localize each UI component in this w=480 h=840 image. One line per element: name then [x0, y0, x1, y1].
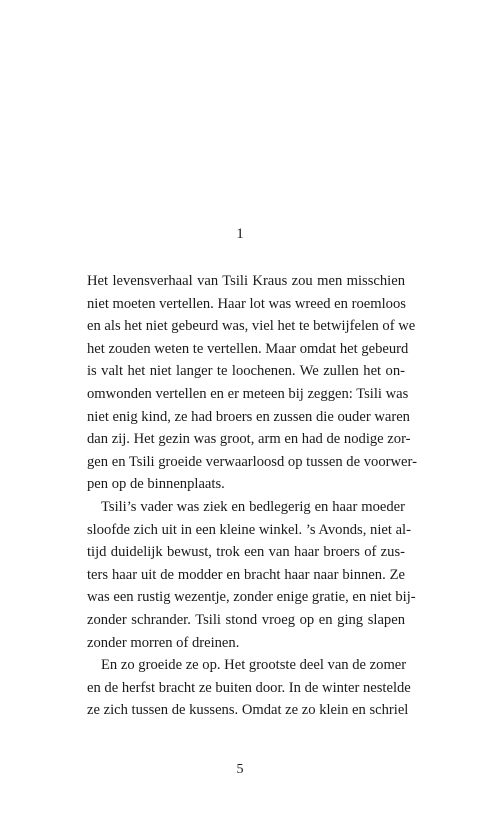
text-line: En zo groeide ze op. Het grootste deel van de zomer [101, 657, 407, 674]
text-line: dan zij. Het gezin was groot, arm en had de nodige zor- [87, 431, 411, 448]
chapter-number: 1 [236, 226, 244, 242]
text-line: Het levensverhaal van Tsili Kraus zou men misschien [87, 273, 405, 289]
text-line: sloofde zich uit in een kleine winkel. ’s Avonds, niet al- [87, 521, 411, 538]
body-text [87, 270, 417, 722]
text-line: zonder morren of dreinen. [87, 634, 240, 651]
text-line: omwonden vertellen en er meteen bij zeggen: Tsili was [87, 385, 409, 402]
page-number: 5 [236, 762, 244, 777]
text-line: en als het niet gebeurd was, viel het te betwijfelen of we [87, 318, 416, 335]
text-line: gen en Tsili groeide verwaarloosd op tussen de voorwer- [87, 453, 417, 470]
text-line: was een rustig wezentje, zonder enige gratie, en niet bij- [87, 589, 416, 606]
paragraph-3 [87, 654, 411, 722]
text-line: niet moeten vertellen. Haar lot was wreed en roemloos [87, 295, 406, 312]
text-line: en de herfst bracht ze buiten door. In de winter nestelde [87, 679, 411, 696]
paragraph-1 [87, 270, 417, 496]
text-line: is valt het niet langer te loochenen. We zullen het on- [87, 363, 405, 380]
text-line: ters haar uit de modder en bracht haar naar binnen. Ze [87, 566, 405, 583]
text-line: ze zich tussen de kussens. Omdat ze zo klein en schriel [87, 702, 409, 719]
text-line: tijd duidelijk bewust, trok een van haar broers of zus- [87, 544, 405, 561]
paragraph-2 [87, 496, 416, 654]
text-line: zonder schrander. Tsili stond vroeg op en ging slapen [87, 611, 405, 628]
text-line: Tsili’s vader was ziek en bedlegerig en haar moeder [101, 498, 405, 515]
text-line: pen op de binnenplaats. [87, 476, 225, 493]
text-line: het zouden weten te vertellen. Maar omdat het gebeurd [87, 340, 409, 357]
text-line: niet enig kind, ze had broers en zussen die ouder waren [87, 408, 410, 425]
